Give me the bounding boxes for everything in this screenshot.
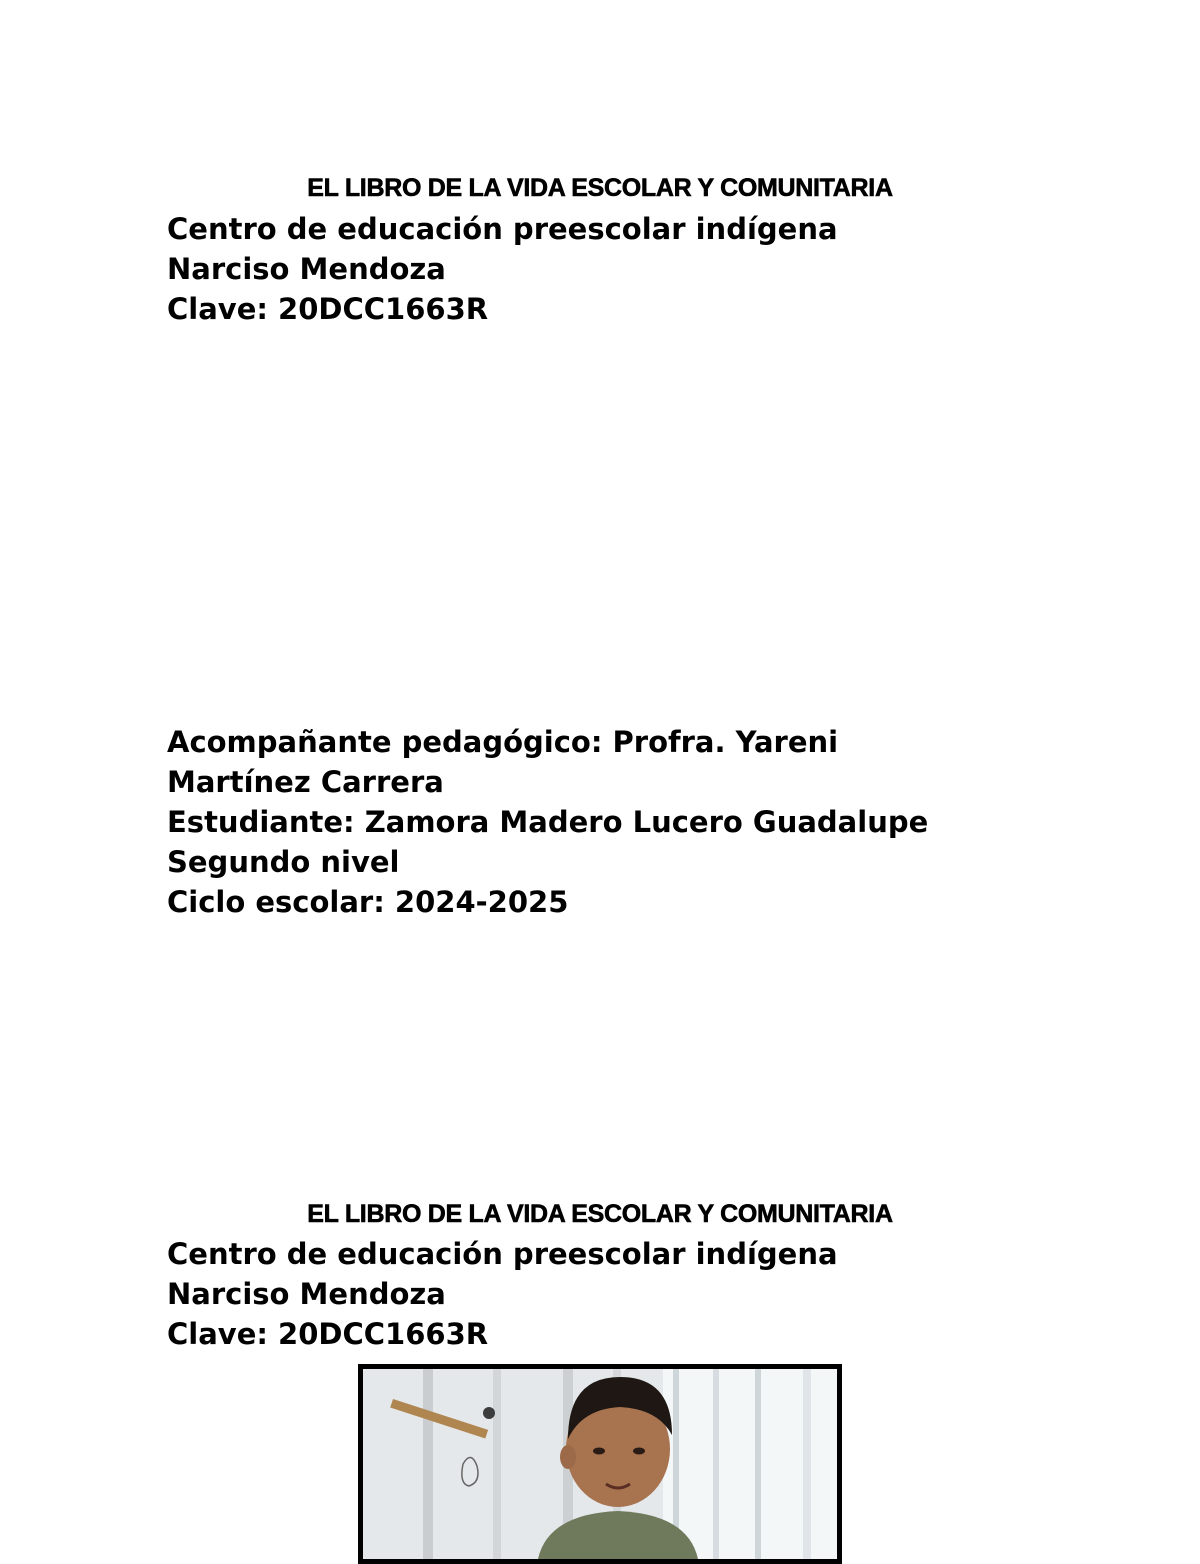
school-name-line-2: Narciso Mendoza <box>167 1277 446 1311</box>
school-clave: Clave: 20DCC1663R <box>167 1317 489 1351</box>
school-name-line: Centro de educación preescolar indígena <box>167 1237 838 1271</box>
school-name-line: Centro de educación preescolar indígena <box>167 212 838 246</box>
student-info-block <box>167 722 928 922</box>
document-title: EL LIBRO DE LA VIDA ESCOLAR Y COMUNITARIA <box>307 174 893 202</box>
school-info-block <box>167 209 838 329</box>
student-photo <box>358 1364 842 1564</box>
companion-line: Acompañante pedagógico: Profra. Yareni <box>167 725 839 759</box>
school-clave: Clave: 20DCC1663R <box>167 292 489 326</box>
student-photo-illustration <box>363 1369 837 1559</box>
level: Segundo nivel <box>167 845 400 879</box>
student-name: Estudiante: Zamora Madero Lucero Guadalupe <box>167 805 929 839</box>
document-title-2: EL LIBRO DE LA VIDA ESCOLAR Y COMUNITARIA <box>307 1200 893 1228</box>
school-info-block-2 <box>167 1234 838 1354</box>
school-cycle: Ciclo escolar: 2024-2025 <box>167 885 569 919</box>
school-name-line-2: Narciso Mendoza <box>167 252 446 286</box>
companion-line-2: Martínez Carrera <box>167 765 444 799</box>
